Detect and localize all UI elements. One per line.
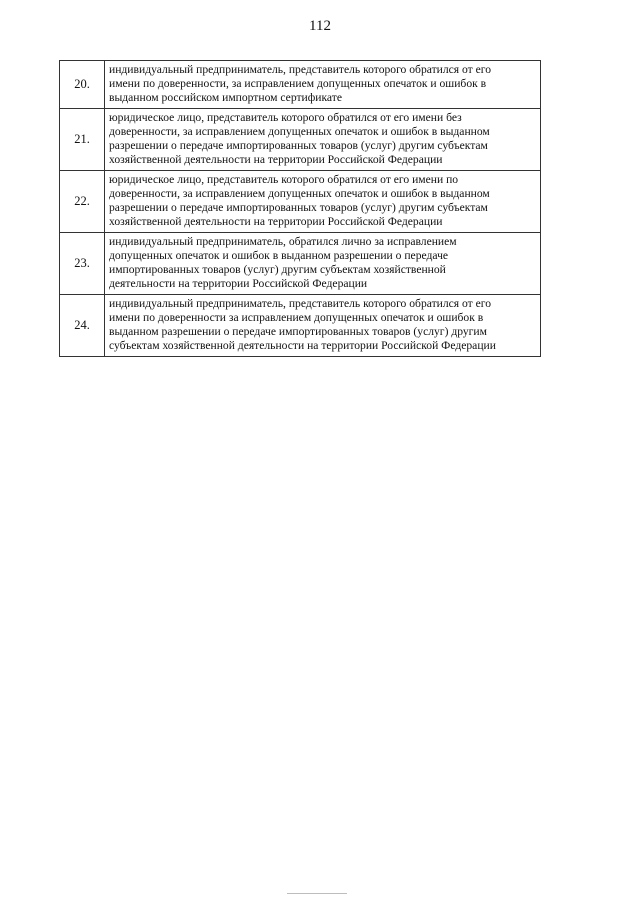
description-line: импортированных товаров (услуг) другим субъектам хозяйственной xyxy=(109,263,446,276)
description-line: индивидуальный предприниматель, представитель которого обратился от его xyxy=(109,297,492,310)
description-line: юридическое лицо, представитель которого обратился от его имени по xyxy=(109,173,459,186)
description-line: индивидуальный предприниматель, обратился лично за исправлением xyxy=(109,235,457,248)
description-line: допущенных опечаток и ошибок в выданном разрешении о передаче xyxy=(109,249,449,262)
description-line: имени по доверенности за исправлением допущенных опечаток и ошибок в xyxy=(109,311,484,324)
row-number: 21. xyxy=(60,109,105,171)
description-line: имени по доверенности, за исправлением допущенных опечаток и ошибок в xyxy=(109,77,487,90)
row-description xyxy=(105,295,541,357)
document-table xyxy=(59,60,541,357)
description-line: выданном российском импортном сертификате xyxy=(109,91,342,104)
page-number: 112 xyxy=(309,18,331,34)
description-line: доверенности, за исправлением допущенных опечаток и ошибок в выданном xyxy=(109,125,490,138)
description-line: доверенности, за исправлением допущенных опечаток и ошибок в выданном xyxy=(109,187,490,200)
table-row xyxy=(60,61,541,109)
row-number: 23. xyxy=(60,233,105,295)
row-description xyxy=(105,61,541,109)
description-line: разрешении о передаче импортированных товаров (услуг) другим субъектам xyxy=(109,201,488,214)
description-line: деятельности на территории Российской Федерации xyxy=(109,277,368,290)
table-row xyxy=(60,233,541,295)
description-line: разрешении о передаче импортированных товаров (услуг) другим субъектам xyxy=(109,139,488,152)
row-number: 22. xyxy=(60,171,105,233)
description-line: хозяйственной деятельности на территории Российской Федерации xyxy=(109,153,443,166)
row-description xyxy=(105,233,541,295)
description-line: хозяйственной деятельности на территории Российской Федерации xyxy=(109,215,443,228)
description-line: индивидуальный предприниматель, представитель которого обратился от его xyxy=(109,63,492,76)
row-description xyxy=(105,109,541,171)
table-row xyxy=(60,171,541,233)
description-line: субъектам хозяйственной деятельности на территории Российской Федерации xyxy=(109,339,496,352)
row-description xyxy=(105,171,541,233)
description-line: выданном разрешении о передаче импортированных товаров (услуг) другим xyxy=(109,325,487,338)
row-number: 24. xyxy=(60,295,105,357)
scan-artifact-line xyxy=(287,893,347,894)
table-row xyxy=(60,109,541,171)
row-number: 20. xyxy=(60,61,105,109)
table-row xyxy=(60,295,541,357)
description-line: юридическое лицо, представитель которого обратился от его имени без xyxy=(109,111,462,124)
